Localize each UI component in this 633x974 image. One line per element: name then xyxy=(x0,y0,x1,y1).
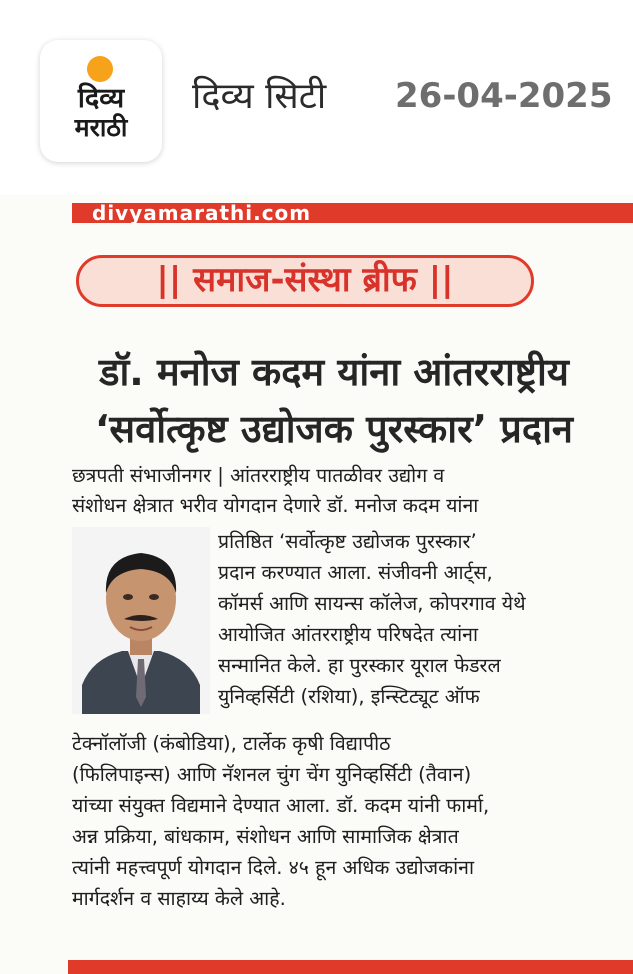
section-banner: || समाज-संस्था ब्रीफ || xyxy=(76,255,534,307)
site-title: दिव्य सिटी xyxy=(192,76,327,117)
logo-text-line2: मराठी xyxy=(74,113,128,142)
body-line: सन्मानित केले. हा पुरस्कार यूराल फेडरल xyxy=(218,654,501,677)
website-band: divyamarathi.com xyxy=(72,203,633,223)
body-line: (फिलिपाइन्स) आणि नॅशनल चुंग चेंग युनिव्हर्सिटी (तैवान) xyxy=(72,763,472,786)
publication-date: 26-04-2025 xyxy=(395,76,613,116)
body-line: त्यांनी महत्त्वपूर्ण योगदान दिले. ४५ हून अधिक उद्योजकांना xyxy=(72,856,474,879)
newspaper-clipping xyxy=(0,195,633,974)
body-line: कॉमर्स आणि सायन्स कॉलेज, कोपरगाव येथे xyxy=(218,592,526,615)
headline-line-1: डॉ. मनोज कदम यांना आंतरराष्ट्रीय xyxy=(99,350,569,394)
body-line: टेक्नॉलॉजी (कंबोडिया), टार्लेक कृषी विद्यापीठ xyxy=(72,732,391,755)
divya-marathi-logo[interactable] xyxy=(40,40,162,162)
body-line: आयोजित आंतरराष्ट्रीय परिषदेत त्यांना xyxy=(218,623,479,646)
logo-text-line1: दिव्य xyxy=(77,83,125,114)
portrait-icon xyxy=(72,527,210,714)
body-line: युनिव्हर्सिटी (रशिया), इन्स्टिट्यूट ऑफ xyxy=(218,685,480,708)
body-line: यांच्या संयुक्त विद्यमाने देण्यात आला. डॉ. कदम यांनी फार्मा, xyxy=(72,794,490,817)
body-line: छत्रपती संभाजीनगर | आंतरराष्ट्रीय पातळीवर उद्योग व xyxy=(72,464,445,487)
app-header xyxy=(0,0,633,195)
headline-line-2: ‘सर्वोत्कृष्ट उद्योजक पुरस्कार’ प्रदान xyxy=(94,407,574,451)
bottom-band xyxy=(68,960,633,974)
body-line: अन्न प्रक्रिया, बांधकाम, संशोधन आणि सामाजिक क्षेत्रात xyxy=(72,825,459,848)
body-line: मार्गदर्शन व साहाय्य केले आहे. xyxy=(72,887,286,910)
body-line: संशोधन क्षेत्रात भरीव योगदान देणारे डॉ. मनोज कदम यांना xyxy=(72,494,479,517)
person-photo xyxy=(72,527,210,714)
body-line: प्रतिष्ठित ‘सर्वोत्कृष्ट उद्योजक पुरस्कार’ xyxy=(218,530,477,553)
body-line: प्रदान करण्यात आला. संजीवनी आर्ट्स, xyxy=(218,561,493,584)
